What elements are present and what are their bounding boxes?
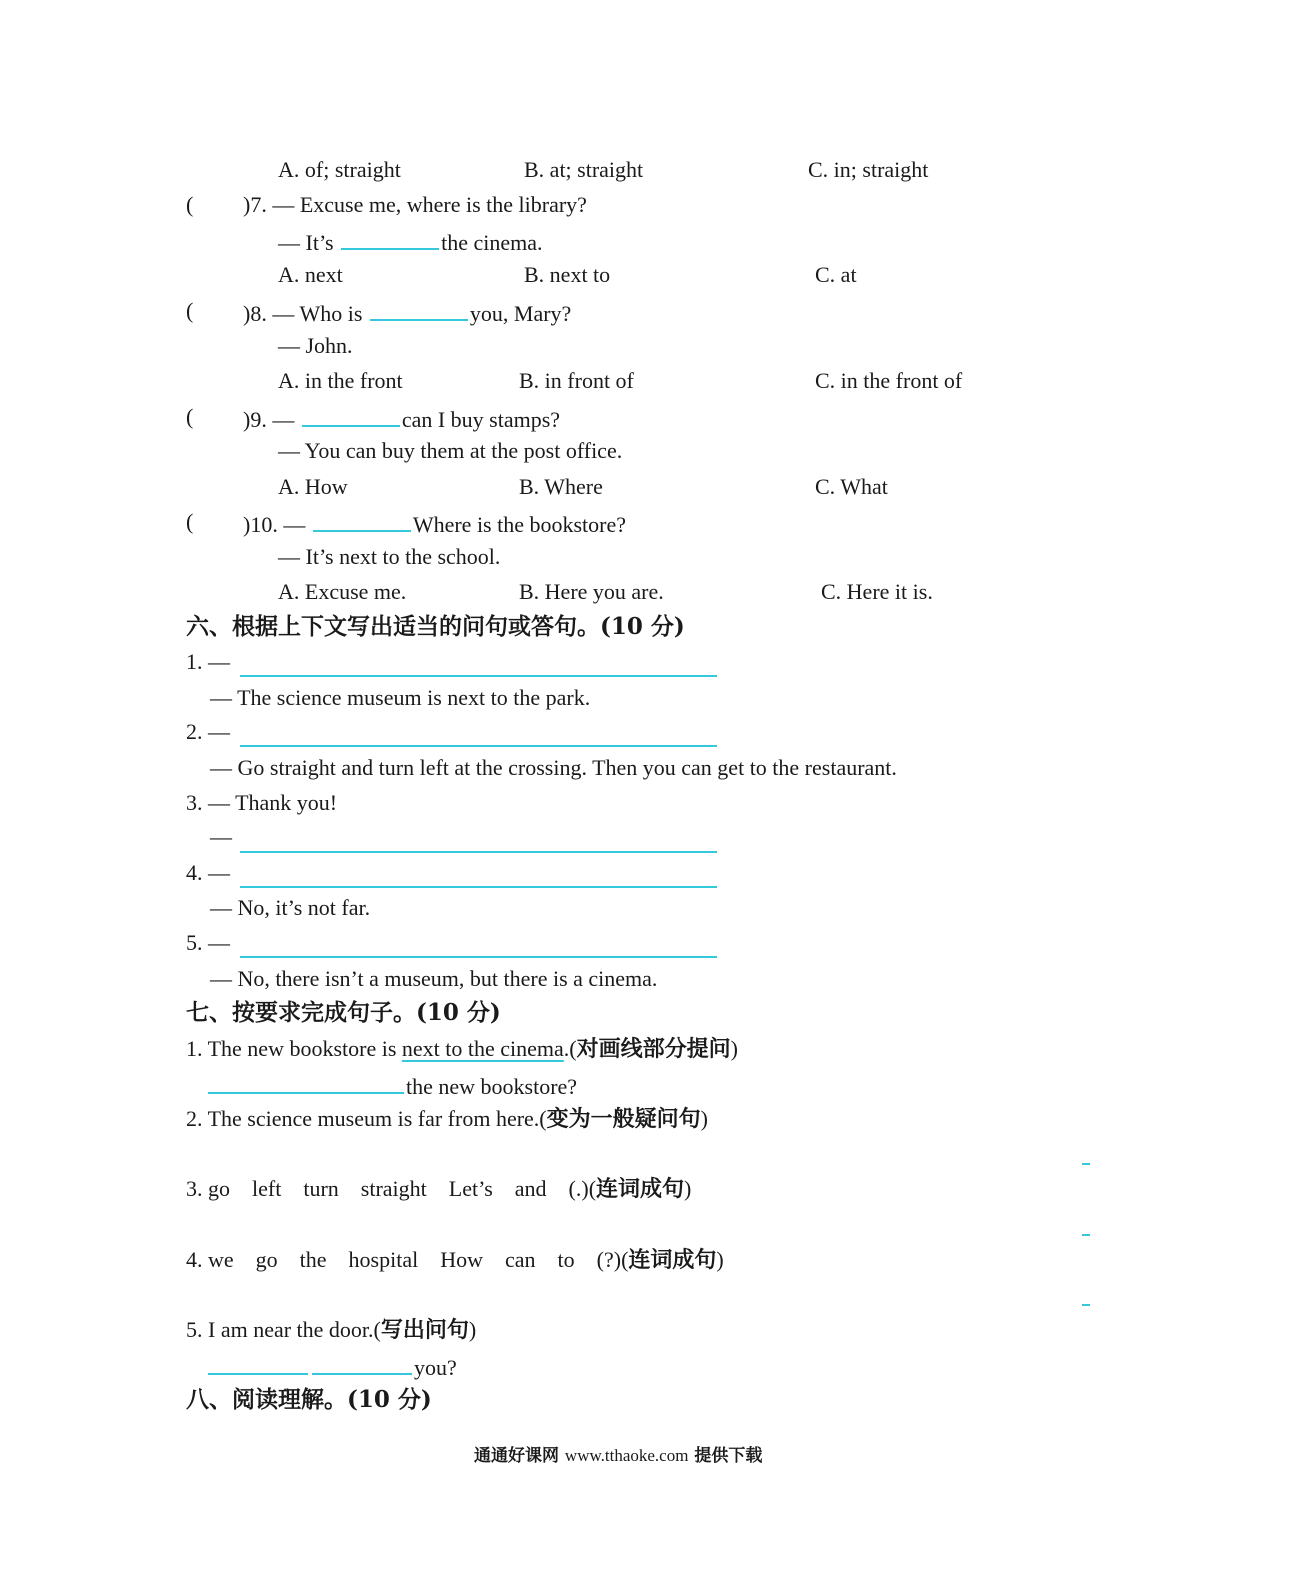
q8-paren: ( xyxy=(186,298,194,323)
q10-number-text: )10. xyxy=(243,512,278,537)
q10-blank[interactable] xyxy=(313,508,411,532)
q7-answer-pre: — It’s xyxy=(278,230,334,255)
q10-answer: — It’s next to the school. xyxy=(278,544,501,569)
s7-s1-instruction: 对画线部分提问 xyxy=(576,1037,731,1062)
s6-item5-num: 5. — xyxy=(186,930,230,955)
q8-dash: — xyxy=(272,301,295,326)
s7-s4-word: go xyxy=(255,1247,278,1272)
s7-s1-close: ) xyxy=(730,1036,738,1061)
s7-s4-word: 4. we xyxy=(186,1247,234,1272)
s7-s1-answer xyxy=(208,1070,577,1101)
s6-item5-answer-line[interactable] xyxy=(240,956,717,958)
s6-item3-reply: — xyxy=(210,824,232,849)
s7-s1-underlined: next to the cinema xyxy=(401,1036,564,1061)
q6-option-c: C. in; straight xyxy=(808,157,929,182)
s7-s3-close: ) xyxy=(684,1176,692,1201)
q7-option-b: B. next to xyxy=(524,262,611,287)
s7-s4-close: ) xyxy=(716,1247,724,1272)
q10-dash: — xyxy=(283,512,306,537)
s7-s1-blank[interactable] xyxy=(208,1070,404,1094)
q8-question-pre: Who is xyxy=(299,301,363,326)
footer-download-text: 提供下载 xyxy=(694,1446,763,1466)
s7-s5-text: 5. I am near the door.( xyxy=(186,1317,381,1342)
footer-site-name: 通通好课网 xyxy=(474,1446,559,1466)
s7-s1-pre: 1. The new bookstore is xyxy=(186,1036,402,1061)
section6-heading: 六、根据上下文写出适当的问句或答句。(10 分) xyxy=(186,613,685,640)
s7-s4-word: hospital xyxy=(348,1247,419,1272)
section7-heading: 七、按要求完成句子。(10 分) xyxy=(186,999,501,1026)
s7-s2-instruction: 变为一般疑问句 xyxy=(546,1107,701,1132)
q10-option-c: C. Here it is. xyxy=(821,579,933,604)
q9-option-b: B. Where xyxy=(519,474,603,499)
q7-option-a: A. next xyxy=(278,262,343,287)
q9-answer: — You can buy them at the post office. xyxy=(278,438,623,463)
q8-answer: — John. xyxy=(278,333,353,358)
q10-option-b: B. Here you are. xyxy=(519,579,664,604)
s7-s3-word: turn xyxy=(303,1176,339,1201)
s7-s2-text: 2. The science museum is far from here.( xyxy=(186,1106,547,1131)
section8-heading: 八、阅读理解。(10 分) xyxy=(186,1386,432,1413)
s7-s4-word: to xyxy=(557,1247,575,1272)
q10-question-post: Where is the bookstore? xyxy=(412,512,627,537)
q10-number xyxy=(243,508,626,539)
s6-item4-reply: — No, it’s not far. xyxy=(210,895,371,920)
q7-dash: — xyxy=(272,192,295,217)
q9-dash: — xyxy=(272,407,295,432)
s6-item1-num: 1. — xyxy=(186,649,230,674)
q9-number-text: )9. xyxy=(243,407,267,432)
s6-item4-answer-line[interactable] xyxy=(240,886,717,888)
s6-item3-num: 3. — Thank you! xyxy=(186,790,338,815)
s7-s4-word: can xyxy=(505,1247,536,1272)
q8-number xyxy=(243,297,571,328)
s7-s3-word: 3. go xyxy=(186,1176,230,1201)
s7-s5-blank-1[interactable] xyxy=(208,1351,308,1375)
s7-s3-word: (.)( xyxy=(568,1176,597,1201)
s7-sentence1 xyxy=(186,1035,738,1064)
s7-s1-answer-text: the new bookstore? xyxy=(406,1074,578,1099)
q7-answer xyxy=(278,226,543,257)
s7-s2-answer-mark[interactable] xyxy=(1082,1163,1090,1165)
s7-s5-blank-2[interactable] xyxy=(312,1351,412,1375)
q9-number xyxy=(243,403,560,434)
s7-s4-word: How xyxy=(440,1247,483,1272)
s6-item5-reply: — No, there isn’t a museum, but there is a cinema. xyxy=(210,966,658,991)
q7-paren: ( xyxy=(186,192,194,217)
q8-option-c: C. in the front of xyxy=(815,368,963,393)
s7-s1-post: .( xyxy=(563,1036,577,1061)
s6-item4-num: 4. — xyxy=(186,860,230,885)
q10-option-a: A. Excuse me. xyxy=(278,579,407,604)
s7-s5-answer xyxy=(208,1351,457,1382)
s7-s4-word: the xyxy=(299,1247,327,1272)
s6-item1-answer-line[interactable] xyxy=(240,675,717,677)
q9-question-post: can I buy stamps? xyxy=(401,407,561,432)
q9-option-c: C. What xyxy=(815,474,888,499)
s7-s2-close: ) xyxy=(700,1106,708,1131)
s7-s5-answer-text: you? xyxy=(414,1355,457,1380)
footer xyxy=(474,1441,762,1466)
q7-blank[interactable] xyxy=(341,226,439,250)
s7-sentence2 xyxy=(186,1105,708,1134)
s7-s3-word: Let’s xyxy=(448,1176,493,1201)
q6-option-a: A. of; straight xyxy=(278,157,401,182)
s6-item2-reply: — Go straight and turn left at the crossing. Then you can get to the restaurant. xyxy=(210,755,897,780)
s6-item2-answer-line[interactable] xyxy=(240,745,717,747)
s7-s4-word: (?)( xyxy=(596,1247,629,1272)
s7-s3-word: straight xyxy=(360,1176,427,1201)
s6-item1-reply: — The science museum is next to the park. xyxy=(210,685,591,710)
s7-sentence5 xyxy=(186,1316,476,1345)
q7-question: Excuse me, where is the library? xyxy=(299,192,587,217)
s6-item2-num: 2. — xyxy=(186,719,230,744)
q9-paren: ( xyxy=(186,404,194,429)
s7-sentence4 xyxy=(186,1246,724,1275)
s7-s5-instruction: 写出问句 xyxy=(380,1318,469,1343)
q7-answer-post: the cinema. xyxy=(441,230,543,255)
s7-s3-word: and xyxy=(514,1176,547,1201)
q9-option-a: A. How xyxy=(278,474,348,499)
s7-s3-answer-mark[interactable] xyxy=(1082,1234,1090,1236)
q7-option-c: C. at xyxy=(815,262,857,287)
s7-s3-word: left xyxy=(252,1176,282,1201)
s7-s3-instruction: 连词成句 xyxy=(596,1177,685,1202)
q8-option-b: B. in front of xyxy=(519,368,634,393)
q8-option-a: A. in the front xyxy=(278,368,403,393)
q6-option-b: B. at; straight xyxy=(524,157,644,182)
s7-sentence3 xyxy=(186,1175,691,1204)
s6-item3-answer-line[interactable] xyxy=(240,851,717,853)
q8-number-text: )8. xyxy=(243,301,267,326)
s7-s4-answer-mark[interactable] xyxy=(1082,1304,1090,1306)
q7-number xyxy=(243,191,587,219)
q10-paren: ( xyxy=(186,509,194,534)
q9-blank[interactable] xyxy=(302,403,400,427)
s7-s5-close: ) xyxy=(468,1317,477,1342)
q8-question-post: you, Mary? xyxy=(469,301,572,326)
q7-number-text: )7. xyxy=(243,192,267,217)
q8-blank[interactable] xyxy=(370,297,468,321)
s7-s4-instruction: 连词成句 xyxy=(628,1248,717,1273)
footer-url[interactable]: www.tthaoke.com xyxy=(564,1446,689,1465)
